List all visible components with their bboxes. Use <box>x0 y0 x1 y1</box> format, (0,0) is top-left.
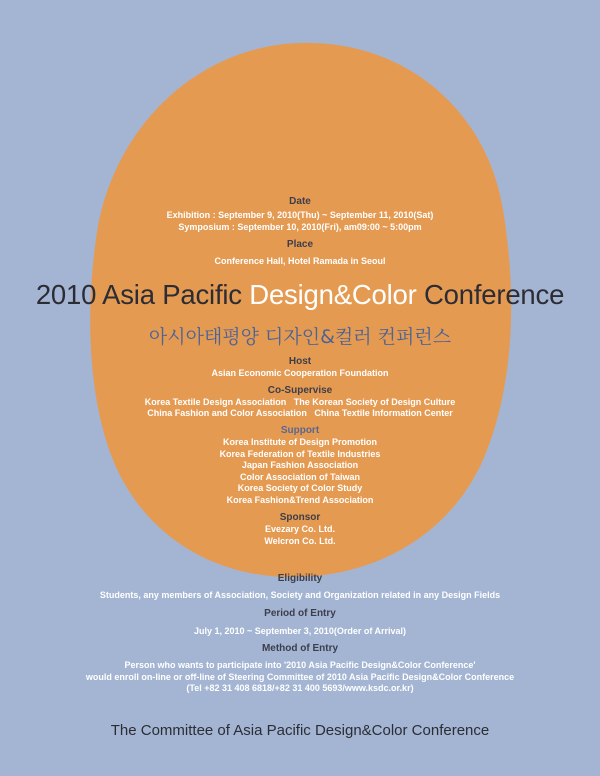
method-line3: (Tel +82 31 408 6818/+82 31 400 5693/www.ksdc.or.kr) <box>186 683 414 693</box>
title-highlight: Design&Color <box>249 279 417 310</box>
method-line1: Person who wants to participate into '2010 Asia Pacific Design&Color Conference' <box>124 660 476 670</box>
exhibition-dates: Exhibition : September 9, 2010(Thu) ~ September 11, 2010(Sat) <box>166 210 434 220</box>
host-heading: Host <box>288 356 312 367</box>
host-value: Asian Economic Cooperation Foundation <box>211 368 389 378</box>
method-heading: Method of Entry <box>261 643 339 654</box>
sponsor-heading: Sponsor <box>279 512 321 523</box>
support-item: Korea Federation of Textile Industries <box>219 448 381 459</box>
date-heading: Date <box>289 196 311 207</box>
support-item: Japan Fashion Association <box>241 460 359 470</box>
sponsor-item: Welcron Co. Ltd. <box>264 535 336 546</box>
method-line2: would enroll on-line or off-line of Steering Committee of 2010 Asia Pacific Design&Color Conference <box>85 671 515 682</box>
support-heading: Support <box>280 425 320 436</box>
co-supervise-line2: China Fashion and Color Association China Textile Information Center <box>147 408 453 418</box>
co-supervise-heading: Co-Supervise <box>267 385 333 396</box>
co-supervise-line1: Korea Textile Design Association The Korean Society of Design Culture <box>144 397 456 407</box>
place-value: Conference Hall, Hotel Ramada in Seoul <box>214 256 386 266</box>
support-item: Korea Institute of Design Promotion <box>222 437 377 447</box>
conference-title <box>0 279 600 311</box>
footer-committee: The Committee of Asia Pacific Design&Color Conference <box>110 722 490 739</box>
title-suffix: Conference <box>416 279 565 310</box>
korean-title: 아시아태평양 디자인&컬러 컨퍼런스 <box>148 326 452 348</box>
place-heading: Place <box>286 239 314 250</box>
symposium-dates: Symposium : September 10, 2010(Fri), am09:00 ~ 5:00pm <box>178 222 422 232</box>
eligibility-heading: Eligibility <box>277 573 323 584</box>
support-item: Korea Society of Color Study <box>237 483 363 493</box>
period-heading: Period of Entry <box>264 608 336 619</box>
period-value: July 1, 2010 ~ September 3, 2010(Order of Arrival) <box>193 626 407 636</box>
title-prefix: 2010 Asia Pacific <box>35 279 250 310</box>
support-item: Color Association of Taiwan <box>239 471 360 482</box>
support-item: Korea Fashion&Trend Association <box>226 494 374 505</box>
eligibility-value: Students, any members of Association, Society and Organization related in any Design Fields <box>99 590 501 600</box>
sponsor-item: Evezary Co. Ltd. <box>264 524 336 534</box>
